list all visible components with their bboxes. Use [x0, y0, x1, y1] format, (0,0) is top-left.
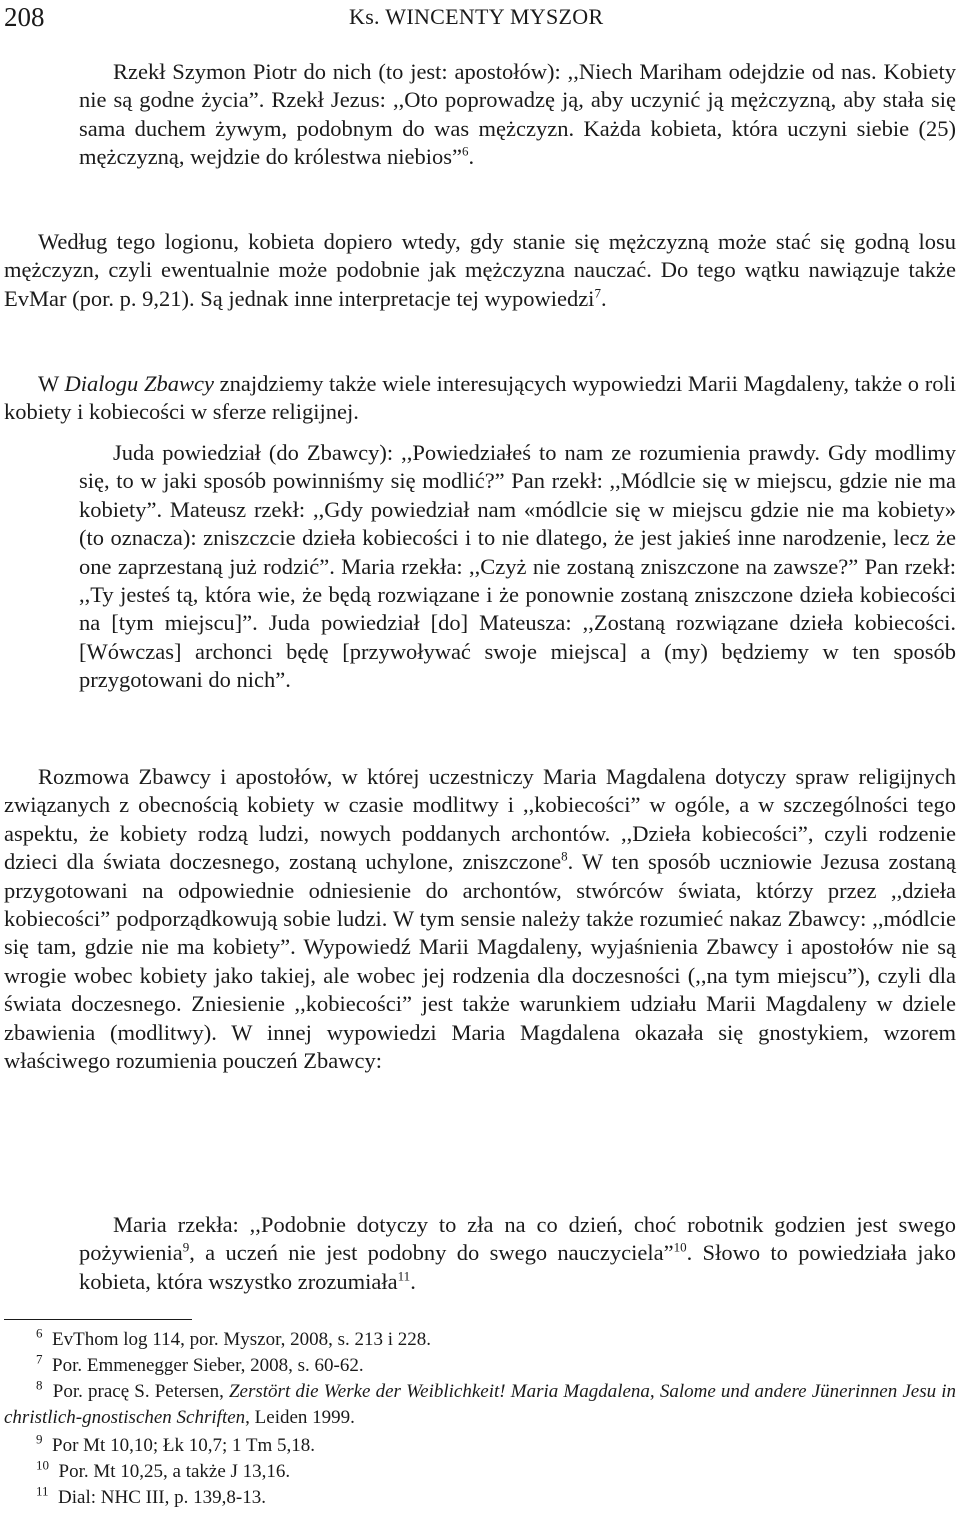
- quote-maria-text-3: . Słowo to powiedziała jako kobieta, która wszystko zrozumiała: [79, 1240, 956, 1294]
- footnote-number: 11: [36, 1483, 49, 1499]
- paragraph-logion-text: Według tego logionu, kobieta dopiero wtedy, gdy stanie się mężczyzną może stać się godną losu mężczyzn, czyli ewentualnie może podobnie jak mężczyzna nauczać. Do tego wątku nawiązuje także EvMar (por. p. 9,21). Są jednak inne interpretacje tej wypowiedzi: [4, 229, 956, 311]
- footnote-separator: [4, 1319, 192, 1320]
- footnote-ref-8[interactable]: 8: [561, 848, 568, 864]
- footnote-ref-10[interactable]: 10: [673, 1239, 687, 1255]
- footnote-text: Por. Emmenegger Sieber, 2008, s. 60-62.: [52, 1355, 364, 1376]
- footnote-text: Por Mt 10,10; Łk 10,7; 1 Tm 5,18.: [52, 1435, 316, 1456]
- footnote-text: EvThom log 114, por. Myszor, 2008, s. 213 i 228.: [52, 1329, 432, 1350]
- quote-evthom-end: .: [468, 144, 475, 170]
- quote-maria-text-2: , a uczeń nie jest podobny do swego nauczyciela”: [189, 1240, 674, 1266]
- paragraph-commentary-text: Rozmowa Zbawcy i apostołów, w której uczestniczy Maria Magdalena dotyczy spraw religijnych związanych z obecnością kobiety w czasie modlitwy i ,,kobiecości” w ogóle, a w szczególności tego aspektu, że kobiety rodzą ludzi, nowych poddanych archontów. ,,Dzieła kobiecości”, czyli rodzenie dzieci dla świata doczesnego, zostaną uchylone, zniszczone: [4, 764, 956, 875]
- footnote-number: 8: [36, 1377, 43, 1393]
- footnote-text-end: , Leiden 1999.: [245, 1407, 355, 1428]
- footnote-ref-9[interactable]: 9: [182, 1239, 190, 1255]
- footnote-text: Por. pracę S. Petersen,: [52, 1381, 229, 1402]
- footnote-9: [36, 1433, 315, 1459]
- quote-maria-text: Maria rzekła: ,,Podobnie dotyczy to zła na co dzień, choć robotnik godzien jest swego pożywienia: [79, 1212, 956, 1266]
- cited-work-title: Zerstört die Werke der Weiblichkeit! Maria Magdalena, Salome und andere Jünerinnen Jesu in christlich-gnostischen Schriften: [4, 1381, 957, 1428]
- page-number: 208: [4, 2, 45, 32]
- paragraph-commentary-rest: . W ten sposób uczniowie Jezusa zostaną przygotowani na odpowiednie odniesienie do archontów, stwórców świata, którzy przez ,,dzieła kobiecości” podporządkowują sobie ludzi. W tym sensie należy także rozumieć nakaz Zbawcy: ,,módlcie się tam, gdzie nie ma kobiety”. Wypowiedź Marii Magdaleny, wyjaśnienia Zbawcy i apostołów nie są wrogie wobec kobiety jako takiej, ale wobec jej rodzenia dla doczesności (,,na tym miejscu”), czyli dla świata doczesnego. Zniesienie ,,kobiecości” jest także warunkiem udziału Marii Magdaleny w dziele zbawienia (modlitwy). W innej wypowiedzi Maria Magdalena okazała się gnostykiem, wzorem właściwego rozumienia pouczeń Zbawcy:: [4, 849, 956, 1074]
- footnote-ref-6[interactable]: 6: [461, 143, 469, 159]
- quote-maria-end: .: [410, 1268, 416, 1294]
- footnote-11: [36, 1485, 266, 1511]
- footnote-number: 9: [36, 1431, 43, 1447]
- footnote-text: Por. Mt 10,25, a także J 13,16.: [58, 1461, 291, 1482]
- footnote-number: 7: [36, 1351, 43, 1367]
- paragraph-commentary: [4, 763, 956, 1075]
- footnote-8: [4, 1379, 956, 1431]
- quote-dialog: [79, 439, 956, 695]
- footnote-ref-11[interactable]: 11: [397, 1268, 411, 1284]
- work-title-dialog: Dialogu Zbawcy: [64, 371, 214, 396]
- paragraph-dialog: [4, 370, 956, 427]
- footnote-ref-7[interactable]: 7: [594, 285, 601, 301]
- paragraph-logion: [4, 228, 956, 313]
- footnote-10: [36, 1459, 290, 1485]
- footnote-6: [36, 1327, 431, 1353]
- quote-evthom-text: Rzekł Szymon Piotr do nich (to jest: apostołów): ,,Niech Mariham odejdzie od nas. Kobiety nie są godne życia”. Rzekł Jezus: ,,Oto poprowadzę ją, aby uczynić ją mężczyzną, aby stała się sama duchem żywym, podobnym do was mężczyzn. Każda kobieta, która uczyni siebie (25) mężczyzną, wejdzie do królestwa niebios”: [79, 59, 956, 170]
- footnote-7: [36, 1353, 364, 1379]
- footnote-text: Dial: NHC III, p. 139,8-13.: [58, 1487, 266, 1508]
- paragraph-dialog-text: znajdziemy także wiele interesujących wypowiedzi Marii Magdaleny, także o roli kobiety i kobiecości w sferze religijnej.: [4, 371, 956, 425]
- quote-dialog-text: Juda powiedział (do Zbawcy): ,,Powiedziałeś to nam ze rozumienia prawdy. Gdy modlimy się, to w jaki sposób powinniśmy się modlić?” Pan rzekł: ,,Módlcie się w miejscu, gdzie nie ma kobiety”. Mateusz rzekł: ,,Gdy powiedział nam «módlcie się w miejscu gdzie nie ma kobiety» (to oznacza): zniszczcie dzieła kobiecości i to nie dlatego, że jest jakieś inne narodzenie, lecz że one zaprzestaną już rodzić”. Maria rzekła: ,,Czyż nie zostaną zniszczone na zawsze?” Pan rzekł: ,,Ty jesteś tą, która wie, że będą rozwiązane i że ponownie zostaną zniszczone dzieła kobiecości na [tym miejscu]”. Juda powiedział [do] Mateusza: ,,Zostaną rozwiązane dzieła kobiecości. [Wówczas] archonci będę [przywoływać swoje miejsca] a (my) będziemy w ten sposób przygotowani do nich”.: [79, 440, 956, 693]
- paragraph-dialog-lead: W: [38, 371, 65, 396]
- paragraph-logion-end: .: [600, 285, 607, 311]
- quote-evthom: [79, 58, 956, 172]
- footnote-number: 10: [36, 1457, 49, 1473]
- footnote-number: 6: [36, 1325, 43, 1341]
- quote-maria: [79, 1211, 956, 1296]
- running-head: Ks. WINCENTY MYSZOR: [349, 4, 604, 29]
